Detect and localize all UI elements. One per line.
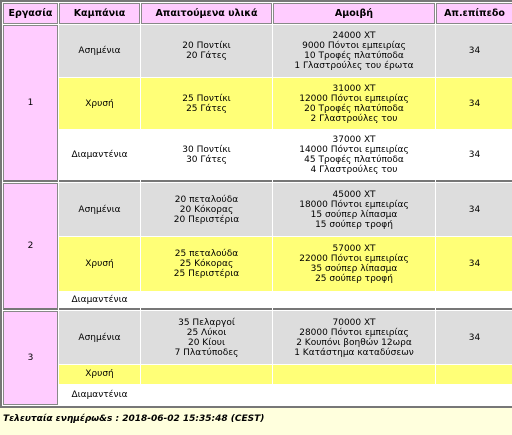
material-line: 25 πεταλούδα [174, 249, 239, 260]
reward-line: 1 Κατάστημα καταδύσεων [294, 347, 414, 358]
material-line: 25 Γάτες [186, 103, 227, 114]
campaign-cell: Ασημένια [59, 311, 140, 364]
reward-cell [273, 183, 435, 236]
materials-cell [141, 365, 272, 383]
table-row [3, 365, 512, 383]
campaign-cell: Χρυσή [59, 78, 140, 129]
reward-line: 15 σούπερ τροφή [315, 219, 393, 230]
reward-line: 35 σούπερ λίπασμα [310, 264, 398, 275]
task-number-cell: 3 [3, 311, 58, 405]
header-row [3, 3, 512, 24]
reward-line: 45000 XT [332, 189, 376, 200]
header-campaign: Καμπάνια [59, 3, 140, 24]
reward-cell [273, 311, 435, 364]
reward-cell [273, 292, 435, 310]
table-row [3, 25, 512, 77]
reward-line: 31000 XT [332, 83, 376, 94]
reward-cell [273, 25, 435, 77]
task-number-cell: 1 [3, 25, 58, 182]
material-line: 20 Ποντίκι [182, 41, 231, 52]
quest-body [3, 25, 512, 405]
header-materials: Απαιτούμενα υλικά [141, 3, 272, 24]
table-row [3, 237, 512, 290]
reward-line: 20 Τροφές πλατύποδα [304, 103, 404, 114]
reward-line: 45 Τροφές πλατύποδα [304, 155, 404, 166]
level-cell: 34 [436, 130, 512, 182]
reward-line: 10 Τροφές πλατύποδα [304, 51, 404, 62]
material-line: 20 Περιστέρια [173, 214, 240, 225]
campaign-cell: Χρυσή [59, 237, 140, 290]
reward-line: 37000 XT [332, 135, 376, 146]
table-row [3, 183, 512, 236]
reward-line: 70000 XT [332, 317, 376, 328]
material-line: 30 Ποντίκι [182, 145, 231, 156]
reward-line: 25 σούπερ τροφή [315, 274, 393, 285]
reward-line: 57000 XT [332, 244, 376, 255]
campaign-cell: Διαμαντένια [59, 130, 140, 182]
reward-line: 28000 Πόντοι εμπειρίας [299, 327, 409, 338]
reward-line: 15 σούπερ λίπασμα [310, 209, 398, 220]
reward-line: 12000 Πόντοι εμπειρίας [299, 93, 409, 104]
material-line: 25 Ποντίκι [182, 93, 231, 104]
level-cell: 34 [436, 183, 512, 236]
material-line: 20 Κίουι [187, 337, 226, 348]
campaign-cell: Ασημένια [59, 183, 140, 236]
header-task: Εργασία [3, 3, 58, 24]
reward-line: 22000 Πόντοι εμπειρίας [299, 254, 409, 265]
level-cell [436, 385, 512, 405]
table-row [3, 130, 512, 182]
reward-line: 24000 XT [332, 31, 376, 42]
reward-cell [273, 365, 435, 383]
table-row [3, 385, 512, 405]
material-line: 25 Περιστέρια [173, 269, 240, 280]
material-line: 25 Κόκορας [179, 259, 234, 270]
materials-cell [141, 292, 272, 310]
reward-line: 18000 Πόντοι εμπειρίας [299, 199, 409, 210]
reward-line: 9000 Πόντοι εμπειρίας [302, 41, 406, 52]
campaign-cell: Διαμαντένια [59, 385, 140, 405]
material-line: 20 Γάτες [186, 51, 227, 62]
reward-line: 14000 Πόντοι εμπειρίας [299, 145, 409, 156]
table-row [3, 311, 512, 364]
reward-line: 2 Κουπόνι βοηθών 12ωρα [296, 337, 412, 348]
level-cell: 34 [436, 311, 512, 364]
materials-cell [141, 130, 272, 182]
level-cell: 34 [436, 237, 512, 290]
reward-cell [273, 385, 435, 405]
campaign-cell: Διαμαντένια [59, 292, 140, 310]
material-line: 35 Πελαργοί [178, 317, 235, 328]
material-line: 20 πεταλούδα [174, 194, 239, 205]
level-cell [436, 365, 512, 383]
task-number-cell: 2 [3, 183, 58, 310]
level-cell [436, 292, 512, 310]
last-update-text: Τελευταία ενημέρω&s : 2018-06-02 15:35:48 (CEST) [3, 414, 265, 424]
level-cell: 34 [436, 78, 512, 129]
reward-cell [273, 130, 435, 182]
reward-line: 4 Γλαστρούλες του [310, 165, 398, 176]
level-cell: 34 [436, 25, 512, 77]
reward-line: 1 Γλαστρούλες του έρωτα [294, 61, 414, 72]
table-row [3, 78, 512, 129]
reward-cell [273, 237, 435, 290]
header-reward: Αμοιβή [273, 3, 435, 24]
reward-line: 2 Γλαστρούλες του [310, 113, 398, 124]
header-level: Απ.επίπεδο [436, 3, 512, 24]
materials-cell [141, 78, 272, 129]
material-line: 30 Γάτες [186, 155, 227, 166]
materials-cell [141, 183, 272, 236]
materials-cell [141, 385, 272, 405]
campaign-cell: Ασημένια [59, 25, 140, 77]
campaign-cell: Χρυσή [59, 365, 140, 383]
material-line: 7 Πλατύποδες [174, 347, 239, 358]
reward-cell [273, 78, 435, 129]
materials-cell [141, 25, 272, 77]
materials-cell [141, 237, 272, 290]
material-line: 20 Κόκορας [179, 204, 234, 215]
materials-cell [141, 311, 272, 364]
table-row [3, 292, 512, 310]
material-line: 25 Λύκοι [186, 327, 227, 338]
